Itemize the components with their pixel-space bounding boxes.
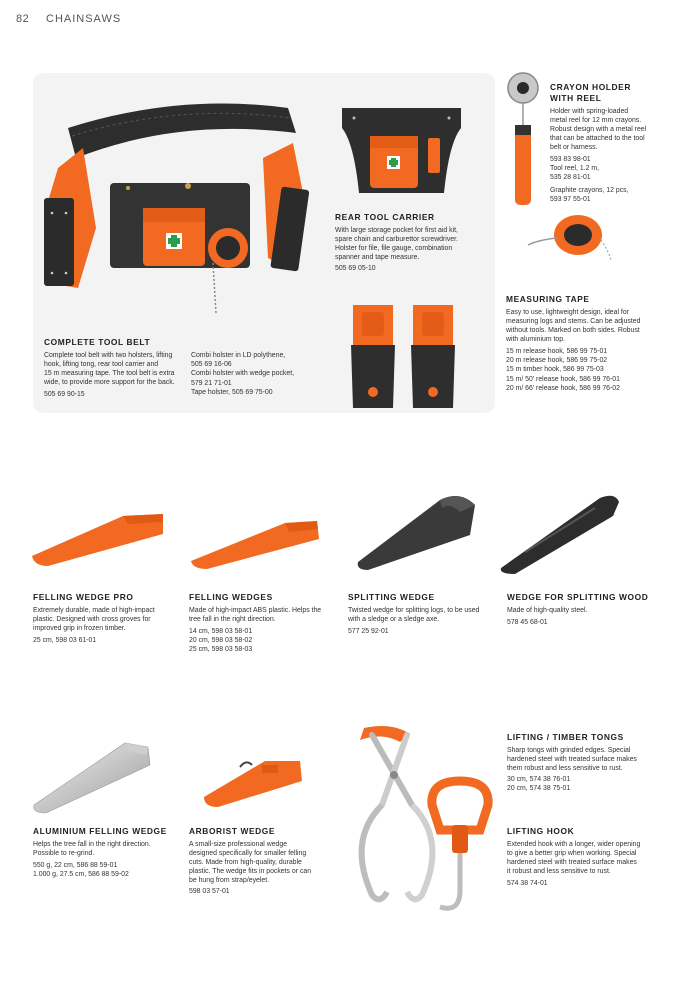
lifting-hook-line: 574 38 74-01 bbox=[507, 880, 548, 887]
measuring-tape-line: 20 m release hook, 586 99 75-02 bbox=[506, 357, 608, 365]
arborist-wedge-desc: cuts. Made from high-quality, durable bbox=[189, 859, 302, 866]
felling-wedges-line: 25 cm, 598 03 58-03 bbox=[189, 646, 253, 654]
lifting-timber-tongs-block bbox=[507, 732, 687, 793]
splitting-wedge-image bbox=[350, 490, 485, 570]
felling-wedges-line: 14 cm, 598 03 58-01 bbox=[189, 628, 253, 635]
rear-tool-carrier-desc: spanner and tape measure. bbox=[335, 254, 420, 261]
tool-belt-detail: 579 21 71-01 bbox=[191, 379, 232, 387]
rear-tool-carrier-desc: spare chain and carburettor screwdriver. bbox=[335, 236, 458, 243]
felling-wedge-pro-block bbox=[33, 592, 183, 645]
tool-belt-detail: Combi holster with wedge pocket, bbox=[191, 370, 295, 378]
crayon-holder-image bbox=[503, 70, 543, 210]
complete-tool-belt-desc: 15 m measuring tape. The tool belt is extra bbox=[44, 370, 175, 377]
arborist-wedge-image bbox=[200, 755, 310, 810]
tool-reel-image bbox=[523, 210, 613, 265]
arborist-wedge-desc: plastic. The wedge fits in pockets or can bbox=[189, 868, 312, 875]
aluminium-felling-wedge-desc: Helps the tree fall in the right direction. bbox=[33, 841, 151, 848]
measuring-tape-desc: without tools. Marked on both sides. Robust bbox=[506, 327, 640, 334]
splitting-wedge-title: SPLITTING WEDGE bbox=[348, 592, 435, 602]
aluminium-felling-wedge-title: ALUMINIUM FELLING WEDGE bbox=[33, 826, 167, 836]
measuring-tape-block bbox=[506, 294, 691, 393]
lifting-timber-tongs-desc: Sharp tongs with grinded edges. Special bbox=[507, 747, 631, 754]
crayon-holder-desc: belt or harness. bbox=[550, 144, 598, 151]
felling-wedge-pro-desc: improved grip in frozen timber. bbox=[33, 625, 126, 632]
rear-tool-carrier-desc: With large storage pocket for first aid kit, bbox=[335, 227, 458, 234]
lifting-timber-tongs-title: LIFTING / TIMBER TONGS bbox=[507, 732, 624, 742]
arborist-wedge-block bbox=[189, 826, 339, 896]
lifting-hook-title: LIFTING HOOK bbox=[507, 826, 575, 836]
rear-tool-carrier-block bbox=[335, 212, 495, 273]
wedge-for-splitting-wood-block bbox=[507, 592, 677, 627]
arborist-wedge-desc: A small-size professional wedge bbox=[189, 841, 288, 848]
tool-belt-detail: Combi holster in LD polythene, bbox=[191, 352, 286, 359]
aluminium-felling-wedge-image bbox=[30, 735, 155, 815]
felling-wedges-desc: tree fall in the right direction. bbox=[189, 616, 276, 623]
arborist-wedge-desc: be hung from strap/eyelet. bbox=[189, 877, 270, 884]
measuring-tape-line: 15 m/ 50' release hook, 586 99 76-01 bbox=[506, 375, 620, 383]
splitting-wedge-line: 577 25 92-01 bbox=[348, 628, 389, 635]
splitting-wedge-block bbox=[348, 592, 498, 636]
complete-tool-belt-title: COMPLETE TOOL BELT bbox=[44, 337, 151, 347]
lifting-timber-tongs-line: 30 cm, 574 38 76-01 bbox=[507, 776, 571, 783]
felling-wedge-pro-title: FELLING WEDGE PRO bbox=[33, 592, 134, 602]
aluminium-felling-wedge-line: 1.000 g, 27.5 cm, 586 88 59-02 bbox=[33, 871, 129, 879]
aluminium-felling-wedge-desc: Possible to re-grind. bbox=[33, 850, 95, 857]
lifting-timber-tongs-line: 20 cm, 574 38 75-01 bbox=[507, 785, 571, 793]
measuring-tape-desc: with aluminium top. bbox=[506, 336, 565, 343]
lifting-hook-image bbox=[420, 775, 500, 920]
measuring-tape-title: MEASURING TAPE bbox=[506, 294, 590, 304]
rear-tool-carrier-image bbox=[334, 98, 469, 198]
aluminium-felling-wedge-line: 550 g, 22 cm, 586 88 59-01 bbox=[33, 862, 118, 869]
crayon-holder-desc: Robust design with a metal reel bbox=[550, 126, 647, 133]
wedge-for-splitting-wood-line: 578 45 68-01 bbox=[507, 619, 548, 626]
lifting-hook-block bbox=[507, 826, 687, 888]
felling-wedges-image bbox=[185, 515, 325, 570]
arborist-wedge-line: 598 03 57-01 bbox=[189, 888, 230, 895]
arborist-wedge-desc: designed specifically for smaller felling bbox=[189, 850, 307, 857]
tool-belt-detail: 505 69 16-06 bbox=[191, 361, 232, 369]
crayon-holder-desc: metal reel for 12 mm crayons. bbox=[550, 117, 642, 124]
lifting-hook-desc: Extended hook with a longer, wider opening bbox=[507, 841, 641, 848]
lifting-hook-desc: it robust and less sensitive to rust. bbox=[507, 868, 611, 875]
splitting-wedge-desc: with a sledge or a sledge axe. bbox=[348, 616, 440, 623]
complete-tool-belt-desc: Complete tool belt with two holsters, lifting bbox=[44, 352, 173, 359]
crayon-holder-desc: Holder with spring-loaded bbox=[550, 108, 629, 115]
aluminium-felling-wedge-block bbox=[33, 826, 183, 879]
complete-tool-belt-details bbox=[191, 351, 321, 397]
page-number: 82 bbox=[16, 13, 30, 25]
crayon-holder-line: 593 83 98-01 bbox=[550, 156, 591, 163]
crayon-holder-block bbox=[550, 82, 690, 204]
complete-tool-belt-desc: wide, to provide more support for the back. bbox=[44, 379, 175, 386]
section-title: CHAINSAWS bbox=[46, 13, 122, 25]
rear-tool-carrier-title: REAR TOOL CARRIER bbox=[335, 212, 435, 222]
complete-tool-belt-article: 505 69 90-15 bbox=[44, 391, 85, 398]
measuring-tape-line: 15 m timber hook, 586 99 75-03 bbox=[506, 366, 604, 374]
lifting-timber-tongs-desc: them robust and less sensitive to rust. bbox=[507, 765, 623, 772]
crayon-holder-line: 593 97 55-01 bbox=[550, 195, 591, 203]
wedge-for-splitting-wood-image bbox=[495, 490, 625, 575]
felling-wedge-pro-line: 25 cm, 598 03 61-01 bbox=[33, 637, 97, 644]
felling-wedges-block bbox=[189, 592, 339, 655]
crayon-holder-desc: that can be attached to the tool bbox=[550, 135, 645, 142]
measuring-tape-desc: measuring logs and stems. Can be adjusted bbox=[506, 318, 641, 325]
arborist-wedge-title: ARBORIST WEDGE bbox=[189, 826, 276, 836]
felling-wedges-title: FELLING WEDGES bbox=[189, 592, 273, 602]
tool-belt-detail: Tape holster, 505 69 75-00 bbox=[191, 388, 273, 396]
felling-wedges-desc: Made of high-impact ABS plastic. Helps the bbox=[189, 607, 322, 614]
lifting-hook-desc: hardened steel with treated surface makes bbox=[507, 859, 637, 866]
lifting-hook-desc: to give a better grip when working. Special bbox=[507, 850, 637, 857]
splitting-wedge-desc: Twisted wedge for splitting logs, to be used bbox=[348, 607, 480, 614]
rear-tool-carrier-desc: Holster for file, file gauge, combination bbox=[335, 245, 453, 252]
crayon-holder-line: Tool reel, 1.2 m, bbox=[550, 165, 600, 173]
holsters-image bbox=[348, 300, 458, 410]
felling-wedges-line: 20 cm, 598 03 58-02 bbox=[189, 637, 253, 645]
tool-belt-image bbox=[38, 88, 320, 328]
wedge-for-splitting-wood-desc: Made of high-quality steel. bbox=[507, 607, 588, 614]
measuring-tape-line: 15 m release hook, 586 99 75-01 bbox=[506, 348, 608, 355]
crayon-holder-line: 535 28 81-01 bbox=[550, 174, 591, 182]
measuring-tape-desc: Easy to use, lightweight design, ideal for bbox=[506, 309, 629, 316]
lifting-timber-tongs-desc: hardened steel with treated surface makes bbox=[507, 756, 637, 763]
crayon-holder-title-2: WITH REEL bbox=[550, 93, 602, 103]
crayon-holder-line: Graphite crayons, 12 pcs, bbox=[550, 186, 629, 194]
rear-tool-carrier-article: 505 69 05-10 bbox=[335, 265, 376, 272]
crayon-holder-title-1: CRAYON HOLDER bbox=[550, 82, 632, 92]
complete-tool-belt-block bbox=[44, 337, 189, 399]
wedge-for-splitting-wood-title: WEDGE FOR SPLITTING WOOD bbox=[507, 592, 649, 602]
felling-wedge-pro-desc: Extremely durable, made of high-impact bbox=[33, 607, 155, 614]
measuring-tape-line: 20 m/ 66' release hook, 586 99 76-02 bbox=[506, 384, 620, 392]
felling-wedge-pro-desc: plastic. Designed with cross groves for bbox=[33, 616, 151, 623]
complete-tool-belt-desc: hook, lifting tong, rear tool carrier and bbox=[44, 361, 159, 368]
felling-wedge-pro-image bbox=[28, 508, 168, 568]
